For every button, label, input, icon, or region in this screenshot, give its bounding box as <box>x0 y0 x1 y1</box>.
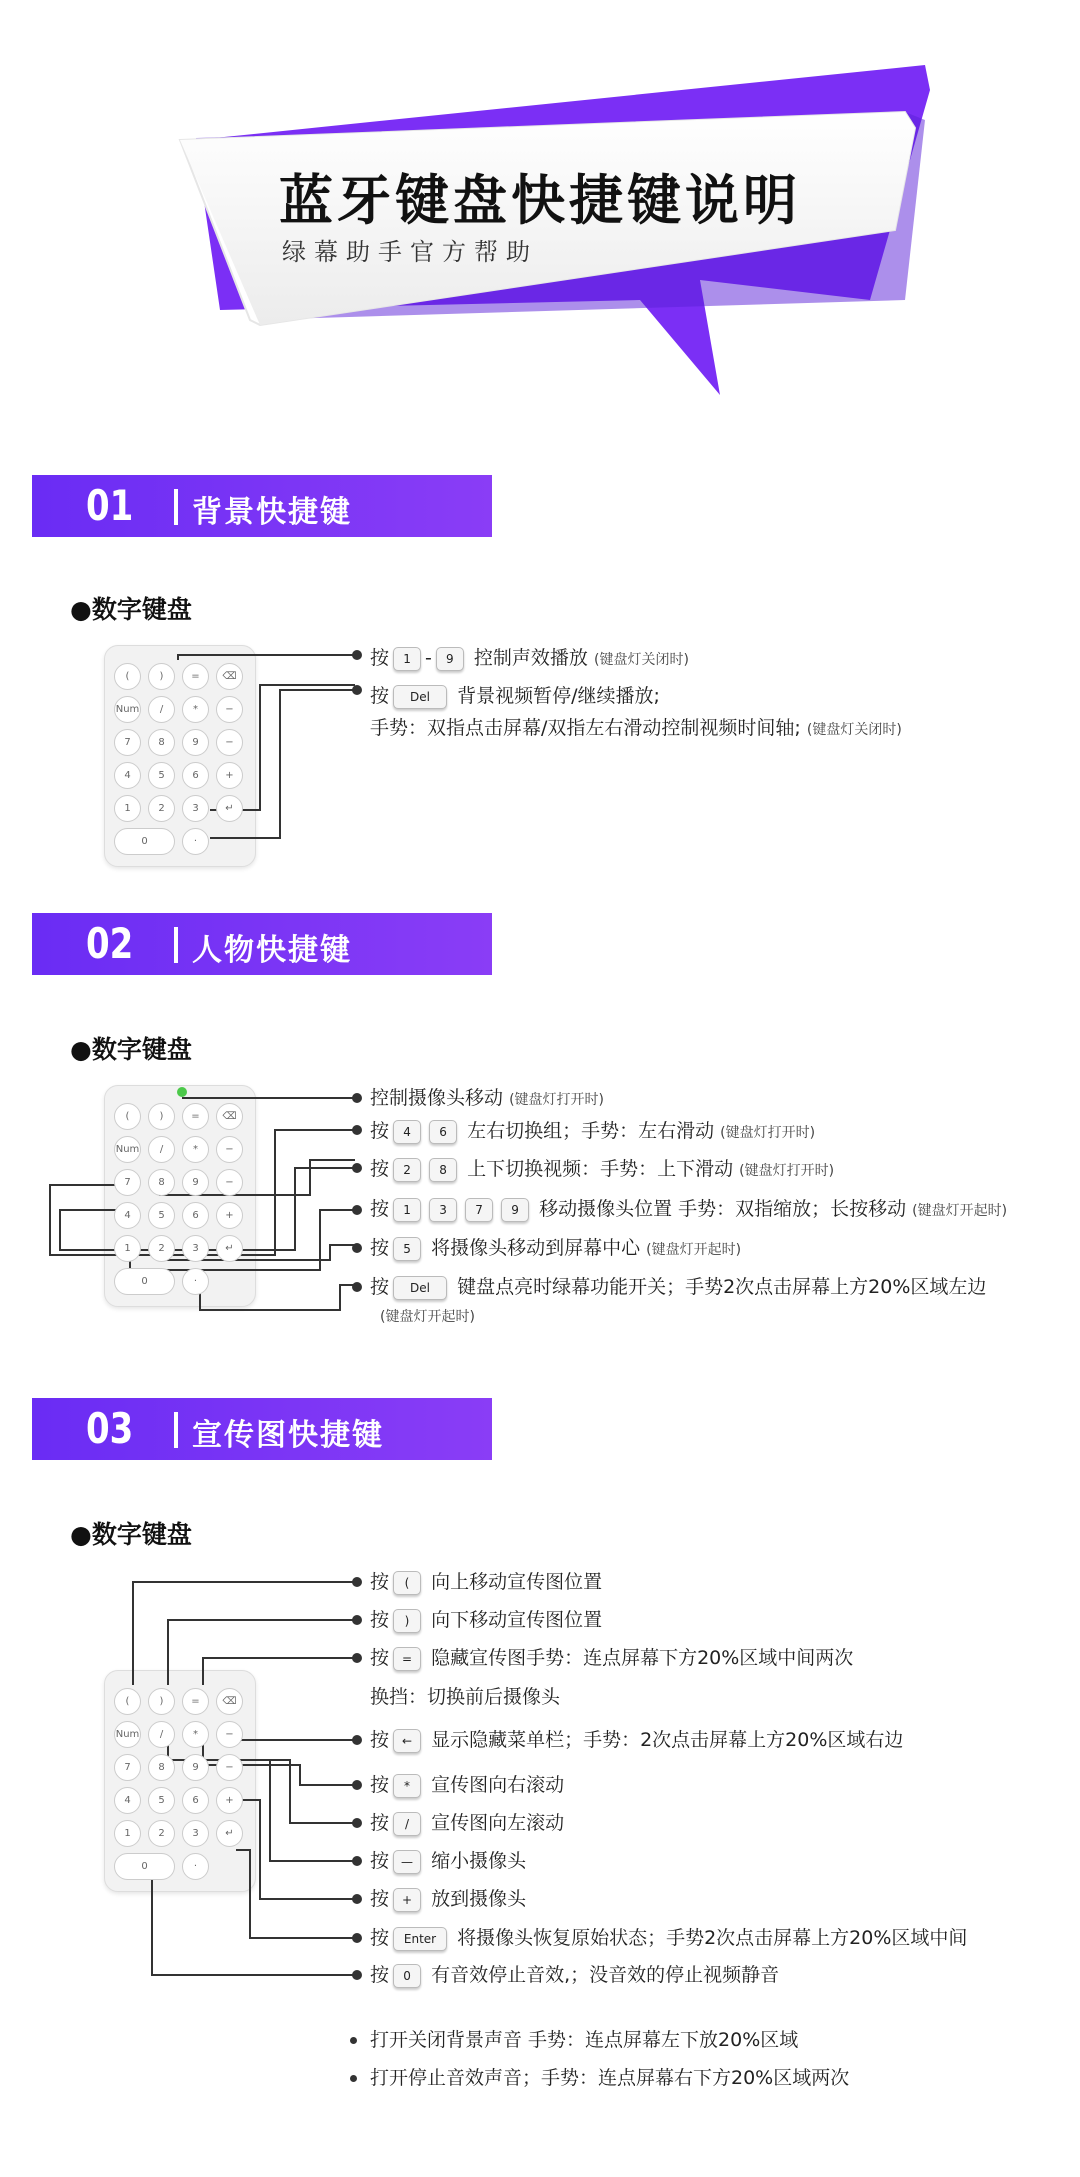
keypad-key: * <box>182 696 209 723</box>
keypad-key: 4 <box>114 1202 141 1229</box>
s2-row-5: 按 5 将摄像头移动到屏幕中心 (键盘灯开起时) <box>370 1237 742 1259</box>
s3-row-1: 按 ( 向上移动宣传图位置 <box>370 1571 603 1593</box>
keypad-key: · <box>182 1268 209 1295</box>
keypad-key: 1 <box>114 1820 141 1847</box>
keypad-key: ↵ <box>216 1820 243 1847</box>
keypad-key: = <box>182 663 209 690</box>
keypad-key: 6 <box>182 762 209 789</box>
s1-row-1: 按 1 - 9 控制声效播放 (键盘灯关闭时) <box>370 647 689 669</box>
keypad-key: ↵ <box>216 795 243 822</box>
s1-row-2: 按 Del 背景视频暂停/继续播放; <box>370 685 660 707</box>
page-title: 蓝牙键盘快捷键说明 <box>279 169 801 232</box>
s2-row-6-note: (键盘灯开起时) <box>380 1309 475 1325</box>
keypad-key: 1 <box>114 795 141 822</box>
subhead-keypad-3: ●数字键盘 <box>70 1520 192 1549</box>
section-header-3: 03 宣传图快捷键 <box>32 1398 492 1460</box>
keypad-key: ) <box>148 1103 175 1130</box>
keypad-key: 5 <box>148 762 175 789</box>
page-subtitle: 绿幕助手官方帮助 <box>282 238 538 266</box>
keypad-key: 2 <box>148 1820 175 1847</box>
keypad-key: 0 <box>114 1268 175 1295</box>
keypad-key: 7 <box>114 1169 141 1196</box>
s3-bullet-2: 打开停止音效声音；手势：连点屏幕右下方20%区域两次 <box>370 2067 850 2089</box>
keypad-key: − <box>216 1169 243 1196</box>
keypad-key: − <box>216 1136 243 1163</box>
keypad-key: ( <box>114 663 141 690</box>
keypad-key: 5 <box>148 1202 175 1229</box>
keypad-key: 8 <box>148 1754 175 1781</box>
keypad-key: 3 <box>182 795 209 822</box>
keypad-key: + <box>216 1787 243 1814</box>
s2-row-6: 按 Del 键盘点亮时绿幕功能开关；手势2次点击屏幕上方20%区域左边 <box>370 1276 987 1298</box>
keypad-key: Num <box>114 696 141 723</box>
keypad-key: + <box>216 762 243 789</box>
keypad-key: 8 <box>148 1169 175 1196</box>
s3-row-7: 按 — 缩小摄像头 <box>370 1850 527 1872</box>
keypad-key: 0 <box>114 828 175 855</box>
keypad-key: 8 <box>148 729 175 756</box>
subhead-keypad-2: ●数字键盘 <box>70 1035 192 1064</box>
s3-row-3: 按 = 隐藏宣传图手势：连点屏幕下方20%区域中间两次 <box>370 1647 854 1669</box>
s3-row-2: 按 ) 向下移动宣传图位置 <box>370 1609 603 1631</box>
s2-row-1: 控制摄像头移动 (键盘灯打开时) <box>370 1087 604 1109</box>
s3-row-8: 按 + 放到摄像头 <box>370 1888 527 1910</box>
s2-row-3: 按 2 8 上下切换视频：手势：上下滑动 (键盘灯打开时) <box>370 1158 835 1180</box>
section-header-2: 02 人物快捷键 <box>32 913 492 975</box>
keypad-key: + <box>216 1202 243 1229</box>
s3-row-5: 按 * 宣传图向右滚动 <box>370 1774 565 1796</box>
keypad-key: − <box>216 696 243 723</box>
keypad-key: Num <box>114 1136 141 1163</box>
keypad-key: 0 <box>114 1853 175 1880</box>
keypad-key: − <box>216 729 243 756</box>
s2-row-2: 按 4 6 左右切换组；手势：左右滑动 (键盘灯打开时) <box>370 1120 816 1142</box>
keypad-key: ⌫ <box>216 1103 243 1130</box>
s3-row-4: 按 ← 显示隐藏菜单栏；手势：2次点击屏幕上方20%区域右边 <box>370 1729 904 1751</box>
s3-row-6: 按 / 宣传图向左滚动 <box>370 1812 565 1834</box>
keypad-key: · <box>182 828 209 855</box>
keypad-key: 4 <box>114 1787 141 1814</box>
section-number: 01 <box>86 481 134 530</box>
s1-row-3: 手势：双指点击屏幕/双指左右滑动控制视频时间轴; (键盘灯关闭时) <box>370 717 902 739</box>
s3-row-10: 按 0 有音效停止音效,；没音效的停止视频静音 <box>370 1964 780 1986</box>
keypad-key: 9 <box>182 1754 209 1781</box>
subhead-keypad-1: ●数字键盘 <box>70 595 192 624</box>
keypad-key: Num <box>114 1721 141 1748</box>
keypad-key: ⌫ <box>216 663 243 690</box>
keypad-key: 3 <box>182 1820 209 1847</box>
keypad-key: − <box>216 1754 243 1781</box>
keypad-key: · <box>182 1853 209 1880</box>
keypad-key: * <box>182 1721 209 1748</box>
keypad-key: 7 <box>114 1754 141 1781</box>
keypad-key: ( <box>114 1103 141 1130</box>
s3-row-3b: 换挡：切换前后摄像头 <box>370 1686 561 1708</box>
keypad-key: 9 <box>182 729 209 756</box>
section-label: 背景快捷键 <box>192 495 352 530</box>
keypad-key: / <box>148 696 175 723</box>
keypad-key: 2 <box>148 1235 175 1262</box>
keypad-key: ⌫ <box>216 1688 243 1715</box>
keypad-key: 4 <box>114 762 141 789</box>
keypad-key: − <box>216 1721 243 1748</box>
keypad-key: = <box>182 1688 209 1715</box>
keypad-key: = <box>182 1103 209 1130</box>
keypad-key: ( <box>114 1688 141 1715</box>
keypad-key: 6 <box>182 1202 209 1229</box>
keypad-key: 6 <box>182 1787 209 1814</box>
keypad-key: ↵ <box>216 1235 243 1262</box>
s3-bullet-1: 打开关闭背景声音 手势：连点屏幕左下放20%区域 <box>370 2029 799 2051</box>
s3-row-9: 按 Enter 将摄像头恢复原始状态；手势2次点击屏幕上方20%区域中间 <box>370 1927 968 1949</box>
keypad-key: 5 <box>148 1787 175 1814</box>
keypad-key: ) <box>148 1688 175 1715</box>
keypad-key: * <box>182 1136 209 1163</box>
keypad-key: 3 <box>182 1235 209 1262</box>
s2-row-4: 按 1 3 7 9 移动摄像头位置 手势：双指缩放；长按移动 (键盘灯开起时) <box>370 1198 1008 1220</box>
keypad-key: 2 <box>148 795 175 822</box>
keypad-key: 1 <box>114 1235 141 1262</box>
keypad-key: / <box>148 1721 175 1748</box>
keypad-key: ) <box>148 663 175 690</box>
keypad-key: 9 <box>182 1169 209 1196</box>
keypad-key: 7 <box>114 729 141 756</box>
keypad-key: / <box>148 1136 175 1163</box>
